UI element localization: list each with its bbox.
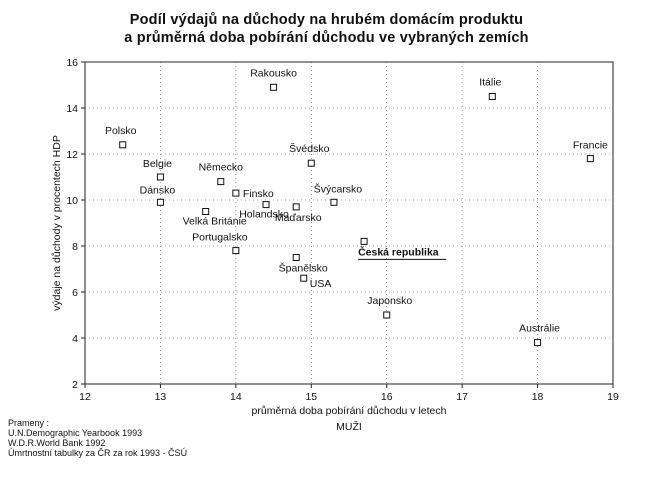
data-label: Švýcarsko bbox=[313, 183, 363, 196]
y-tick-label: 6 bbox=[72, 287, 78, 299]
data-point bbox=[263, 202, 269, 208]
x-tick-label: 19 bbox=[607, 391, 619, 403]
y-tick-label: 8 bbox=[72, 241, 78, 253]
x-tick-label: 12 bbox=[79, 391, 91, 403]
x-axis-sublabel: MUŽI bbox=[336, 421, 362, 433]
y-axis-label: výdaje na důchody v procentech HDP bbox=[51, 135, 63, 311]
data-label: Finsko bbox=[242, 188, 274, 201]
data-label: Maďarsko bbox=[274, 211, 322, 224]
data-point bbox=[218, 179, 224, 185]
data-point bbox=[157, 199, 163, 205]
sources-heading: Prameny : bbox=[8, 418, 50, 428]
data-labels bbox=[105, 67, 608, 334]
data-label: Francie bbox=[572, 139, 608, 152]
data-label: Česká republika bbox=[358, 246, 439, 259]
data-point bbox=[331, 199, 337, 205]
data-label: Dánsko bbox=[139, 184, 176, 197]
data-point bbox=[271, 84, 277, 90]
gridlines bbox=[85, 62, 613, 384]
data-point bbox=[233, 190, 239, 196]
data-point bbox=[293, 204, 299, 210]
y-tick-label: 4 bbox=[72, 333, 78, 345]
x-axis-ticks bbox=[79, 384, 619, 403]
y-tick-label: 14 bbox=[66, 103, 78, 115]
x-tick-label: 18 bbox=[531, 391, 544, 403]
x-tick-label: 16 bbox=[380, 391, 393, 403]
data-point bbox=[384, 312, 390, 318]
data-label: Německo bbox=[198, 161, 243, 174]
data-point bbox=[535, 340, 541, 346]
y-tick-label: 12 bbox=[66, 149, 78, 161]
data-label: USA bbox=[309, 278, 332, 291]
data-label: Holandsko bbox=[239, 208, 289, 221]
data-label: Španělsko bbox=[278, 262, 328, 275]
y-tick-label: 2 bbox=[72, 379, 78, 391]
x-axis-label: průměrná doba pobírání důchodu v letech bbox=[251, 405, 447, 417]
data-label: Polsko bbox=[104, 124, 137, 137]
data-label: Japonsko bbox=[367, 295, 413, 307]
data-point bbox=[120, 142, 126, 148]
data-label: Velká Británie bbox=[182, 215, 247, 228]
chart-title-line1: Podíl výdajů na důchody na hrubém domácím produktu bbox=[129, 12, 524, 28]
chart-title-line2: a průměrná doba pobírání důchodu ve vybraných zemích bbox=[124, 30, 529, 46]
data-label: Rakousko bbox=[250, 67, 297, 80]
y-axis-ticks bbox=[66, 57, 85, 391]
x-tick-label: 15 bbox=[305, 391, 318, 403]
y-tick-label: 16 bbox=[66, 57, 78, 69]
data-label: Švédsko bbox=[289, 143, 330, 156]
data-point bbox=[489, 94, 495, 100]
data-point bbox=[587, 156, 593, 162]
data-point bbox=[157, 174, 163, 180]
data-point bbox=[203, 209, 209, 215]
data-point bbox=[293, 255, 299, 261]
data-label: Belgie bbox=[142, 158, 173, 170]
source-line: U.N.Demographic Yearbook 1993 bbox=[8, 428, 143, 438]
data-point bbox=[233, 248, 239, 254]
data-label: Austrálie bbox=[519, 322, 561, 335]
x-tick-label: 13 bbox=[154, 391, 167, 403]
source-line: Úmrtnostní tabulky za ČR za rok 1993 - ČSÚ bbox=[8, 448, 188, 458]
data-point bbox=[301, 275, 307, 281]
plot-area-frame bbox=[85, 62, 613, 384]
data-label: Itálie bbox=[479, 76, 502, 89]
data-point bbox=[308, 160, 314, 166]
data-label: Portugalsko bbox=[192, 231, 248, 244]
data-point bbox=[361, 238, 367, 244]
y-tick-label: 10 bbox=[66, 195, 78, 207]
x-tick-label: 14 bbox=[230, 391, 242, 403]
source-line: W.D.R.World Bank 1992 bbox=[8, 438, 106, 448]
sources-block bbox=[8, 418, 187, 458]
x-tick-label: 17 bbox=[456, 391, 468, 403]
